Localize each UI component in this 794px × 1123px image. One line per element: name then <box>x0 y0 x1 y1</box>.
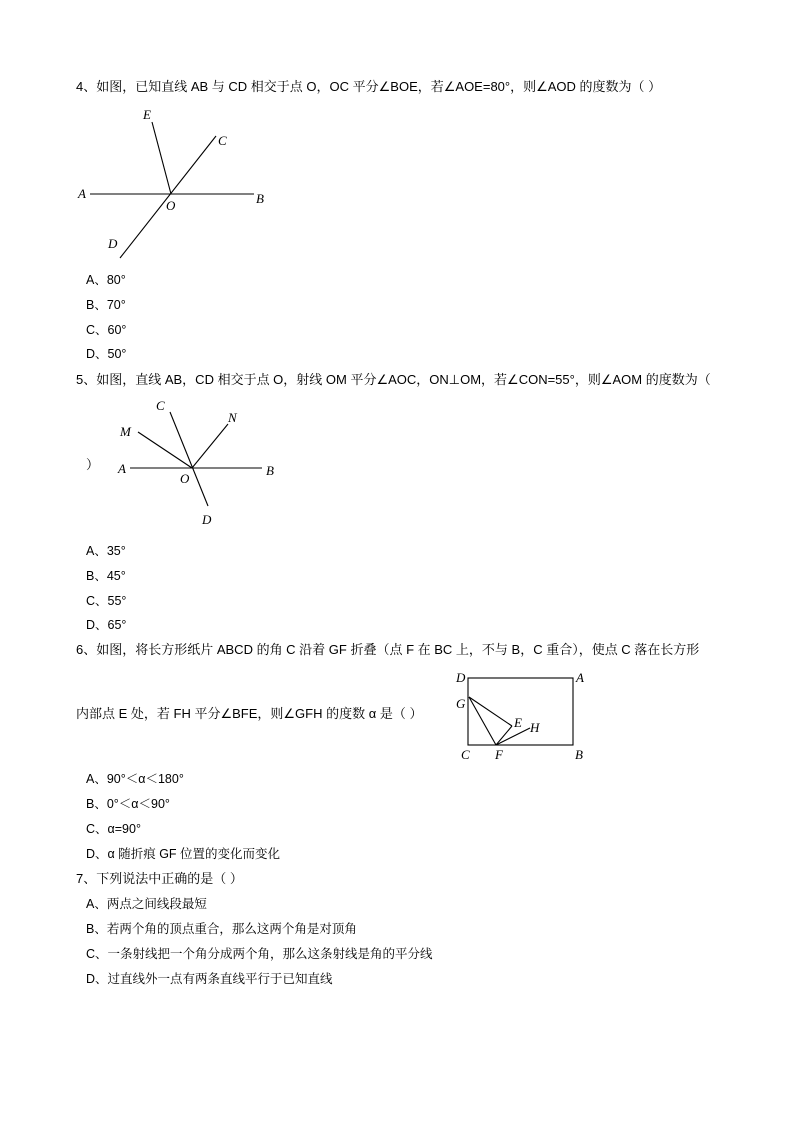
label-O: O <box>180 471 190 486</box>
label-E: E <box>514 715 522 730</box>
q4-option-b: B、70° <box>86 298 126 312</box>
q4-option-a: A、80° <box>86 273 126 287</box>
q4-stem: 4、如图，已知直线 AB 与 CD 相交于点 O，OC 平分∠BOE，若∠AOE=80°，则∠AOD 的度数为（ ） <box>76 79 662 94</box>
label-O: O <box>166 198 176 213</box>
label-A: A <box>78 186 86 201</box>
label-N: N <box>228 410 237 425</box>
label-B: B <box>266 463 274 478</box>
label-B: B <box>256 191 264 206</box>
q6-option-c: C、α=90° <box>86 822 141 836</box>
label-A: A <box>118 461 126 476</box>
ray-fh <box>496 728 530 745</box>
ray-on <box>192 424 228 468</box>
label-D: D <box>202 512 212 527</box>
q6-option-d: D、α 随折痕 GF 位置的变化而变化 <box>86 847 281 861</box>
label-C: C <box>218 133 227 148</box>
line-cd <box>120 136 216 258</box>
fold-gf <box>469 697 496 745</box>
label-M: M <box>120 424 131 439</box>
q4-figure <box>70 100 270 260</box>
label-B: B <box>575 747 583 762</box>
q4-option-c: C、60° <box>86 323 127 337</box>
label-H: H <box>530 720 540 735</box>
q5-figure <box>110 396 290 526</box>
q6-stem-line2: 内部点 E 处，若 FH 平分∠BFE，则∠GFH 的度数 α 是（ ） <box>76 706 423 721</box>
q6-stem-line1: 6、如图，将长方形纸片 ABCD 的角 C 沿着 GF 折叠（点 F 在 BC 上，不与 B，C 重合），使点 C 落在长方形 <box>76 642 700 657</box>
q7-stem: 7、下列说法中正确的是（ ） <box>76 871 243 886</box>
segment-fe <box>496 726 512 745</box>
label-F: F <box>495 747 503 762</box>
ray-om <box>138 432 192 468</box>
q5-stem-end: ） <box>86 457 100 472</box>
q5-option-b: B、45° <box>86 569 126 583</box>
q5-option-d: D、65° <box>86 618 127 632</box>
q7-option-b: B、若两个角的顶点重合，那么这两个角是对顶角 <box>86 922 357 936</box>
q6-option-a: A、90°＜α＜180° <box>86 772 184 786</box>
label-A: A <box>576 670 584 685</box>
label-G: G <box>456 696 466 711</box>
label-E: E <box>143 107 151 122</box>
label-D: D <box>456 670 466 685</box>
rectangle-abcd <box>468 678 573 745</box>
q6-option-b: B、0°＜α＜90° <box>86 797 170 811</box>
q7-option-a: A、两点之间线段最短 <box>86 897 207 911</box>
q5-option-c: C、55° <box>86 594 127 608</box>
q7-option-d: D、过直线外一点有两条直线平行于已知直线 <box>86 972 333 986</box>
q5-stem: 5、如图，直线 AB，CD 相交于点 O，射线 OM 平分∠AOC，ON⊥OM，若∠CON=55°，则∠AOM 的度数为（ <box>76 372 711 387</box>
q7-option-c: C、一条射线把一个角分成两个角，那么这条射线是角的平分线 <box>86 947 433 961</box>
q4-option-d: D、50° <box>86 347 127 361</box>
label-C: C <box>156 398 165 413</box>
q5-option-a: A、35° <box>86 544 126 558</box>
q6-figure <box>450 668 610 763</box>
segment-ge <box>469 697 512 726</box>
label-C: C <box>461 747 470 762</box>
label-D: D <box>108 236 118 251</box>
ray-oe <box>152 122 171 194</box>
line-cd <box>170 412 208 506</box>
